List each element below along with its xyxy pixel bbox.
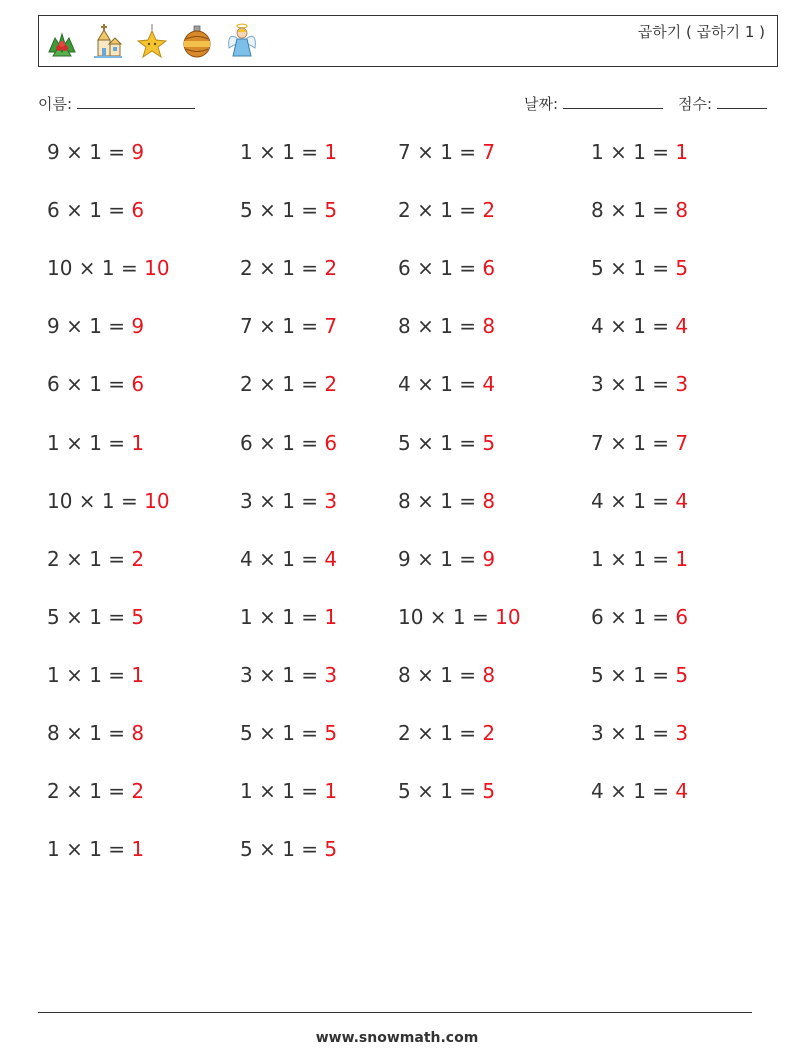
problem-answer: 5 bbox=[324, 837, 338, 862]
problem-question: 2 × 1 = bbox=[47, 546, 132, 571]
name-blank bbox=[77, 94, 195, 109]
problem-question: 6 × 1 = bbox=[398, 256, 483, 281]
problem-answer: 5 bbox=[482, 430, 496, 455]
problem-answer: 3 bbox=[675, 721, 689, 745]
problem-question: 1 × 1 = bbox=[240, 140, 325, 164]
problem-item bbox=[47, 489, 170, 513]
problem-answer: 4 bbox=[675, 488, 689, 513]
problem-answer: 2 bbox=[482, 198, 496, 223]
problem-question: 7 × 1 = bbox=[240, 314, 325, 339]
problem-item bbox=[398, 140, 495, 164]
problem-question: 4 × 1 = bbox=[398, 372, 483, 397]
problem-item bbox=[47, 605, 144, 629]
problem-question: 8 × 1 = bbox=[398, 662, 483, 687]
problem-item bbox=[240, 489, 337, 513]
date-label: 날짜: bbox=[524, 95, 559, 113]
footer-url: www.snowmath.com bbox=[315, 1030, 479, 1046]
problem-question: 6 × 1 = bbox=[591, 604, 676, 629]
problem-question: 1 × 1 = bbox=[47, 837, 132, 862]
star-icon bbox=[135, 22, 169, 60]
problem-answer: 1 bbox=[324, 604, 338, 629]
problem-question: 9 × 1 = bbox=[47, 314, 132, 339]
score-blank bbox=[717, 94, 767, 109]
problem-item bbox=[591, 140, 688, 164]
icon-row bbox=[45, 22, 259, 60]
problem-answer: 2 bbox=[131, 546, 145, 571]
problem-item bbox=[47, 198, 144, 222]
problem-item bbox=[398, 779, 495, 803]
problem-item bbox=[591, 721, 688, 745]
problem-question: 4 × 1 = bbox=[591, 314, 676, 339]
problem-question: 8 × 1 = bbox=[47, 721, 132, 745]
problem-question: 2 × 1 = bbox=[398, 721, 483, 745]
problem-answer: 1 bbox=[324, 779, 338, 804]
problem-answer: 3 bbox=[324, 662, 338, 687]
problem-question: 1 × 1 = bbox=[47, 430, 132, 455]
problem-answer: 3 bbox=[324, 488, 338, 513]
problem-question: 3 × 1 = bbox=[591, 372, 676, 397]
problem-item bbox=[591, 547, 688, 571]
problem-answer: 1 bbox=[675, 546, 689, 571]
problem-question: 1 × 1 = bbox=[591, 140, 676, 164]
problem-item bbox=[591, 605, 688, 629]
problem-question: 7 × 1 = bbox=[591, 430, 676, 455]
problem-item bbox=[591, 779, 688, 803]
problem-question: 2 × 1 = bbox=[240, 372, 325, 397]
problem-item bbox=[398, 547, 495, 571]
problem-answer: 6 bbox=[324, 430, 338, 455]
problem-answer: 4 bbox=[482, 372, 496, 397]
problem-item bbox=[591, 314, 688, 338]
name-field bbox=[38, 93, 195, 114]
problem-answer: 5 bbox=[482, 779, 496, 804]
angel-icon bbox=[225, 22, 259, 60]
problem-item bbox=[591, 198, 688, 222]
score-label: 점수: bbox=[678, 95, 713, 113]
problem-answer: 3 bbox=[675, 372, 689, 397]
problem-answer: 7 bbox=[482, 140, 496, 164]
problem-answer: 2 bbox=[482, 721, 496, 745]
problem-answer: 9 bbox=[482, 546, 496, 571]
problem-question: 9 × 1 = bbox=[47, 140, 132, 164]
problem-answer: 1 bbox=[324, 140, 338, 164]
problem-question: 5 × 1 = bbox=[240, 721, 325, 745]
problem-item bbox=[398, 314, 495, 338]
worksheet-title: 곱하기 ( 곱하기 1 ) bbox=[637, 23, 765, 41]
problem-question: 10 × 1 = bbox=[47, 488, 145, 513]
problem-question: 10 × 1 = bbox=[398, 604, 496, 629]
problem-item bbox=[47, 314, 144, 338]
problem-answer: 8 bbox=[675, 198, 689, 223]
date-field bbox=[524, 93, 663, 114]
problem-answer: 5 bbox=[324, 721, 338, 745]
problem-item bbox=[398, 489, 495, 513]
problem-item bbox=[240, 372, 337, 396]
problem-question: 1 × 1 = bbox=[591, 546, 676, 571]
problem-item bbox=[398, 721, 495, 745]
problem-answer: 5 bbox=[675, 662, 689, 687]
problem-item bbox=[398, 431, 495, 455]
problem-answer: 9 bbox=[131, 314, 145, 339]
problem-item bbox=[47, 256, 170, 280]
problem-question: 5 × 1 = bbox=[398, 430, 483, 455]
problem-item bbox=[47, 140, 144, 164]
problem-item bbox=[240, 314, 337, 338]
header-box bbox=[38, 15, 778, 67]
problem-question: 8 × 1 = bbox=[398, 314, 483, 339]
problem-question: 5 × 1 = bbox=[591, 662, 676, 687]
problem-question: 9 × 1 = bbox=[398, 546, 483, 571]
problem-answer: 5 bbox=[324, 198, 338, 223]
problem-item bbox=[398, 663, 495, 687]
problem-item bbox=[47, 431, 144, 455]
problem-question: 5 × 1 = bbox=[240, 198, 325, 223]
problem-question: 4 × 1 = bbox=[240, 546, 325, 571]
problem-question: 2 × 1 = bbox=[240, 256, 325, 281]
problem-answer: 4 bbox=[675, 779, 689, 804]
problem-question: 2 × 1 = bbox=[398, 198, 483, 223]
problem-item bbox=[240, 547, 337, 571]
problem-answer: 8 bbox=[131, 721, 145, 745]
problem-answer: 8 bbox=[482, 662, 496, 687]
ornament-icon bbox=[180, 22, 214, 60]
problem-question: 1 × 1 = bbox=[47, 662, 132, 687]
problem-answer: 10 bbox=[495, 604, 521, 629]
problem-answer: 6 bbox=[131, 198, 145, 223]
problem-answer: 6 bbox=[482, 256, 496, 281]
problem-item bbox=[398, 372, 495, 396]
church-icon bbox=[90, 22, 124, 60]
problem-item bbox=[398, 256, 495, 280]
problem-question: 8 × 1 = bbox=[398, 488, 483, 513]
problem-item bbox=[240, 721, 337, 745]
problem-question: 3 × 1 = bbox=[240, 488, 325, 513]
problem-item bbox=[591, 256, 688, 280]
problem-item bbox=[240, 198, 337, 222]
problem-question: 10 × 1 = bbox=[47, 256, 145, 281]
problem-question: 5 × 1 = bbox=[240, 837, 325, 862]
problem-answer: 8 bbox=[482, 314, 496, 339]
problem-item bbox=[591, 489, 688, 513]
problem-answer: 1 bbox=[131, 430, 145, 455]
problem-item bbox=[240, 140, 337, 164]
problem-question: 7 × 1 = bbox=[398, 140, 483, 164]
problem-answer: 2 bbox=[324, 372, 338, 397]
problem-answer: 1 bbox=[675, 140, 689, 164]
problem-answer: 7 bbox=[324, 314, 338, 339]
problem-item bbox=[240, 431, 337, 455]
name-label: 이름: bbox=[38, 95, 73, 113]
problem-answer: 5 bbox=[675, 256, 689, 281]
problem-item bbox=[47, 837, 144, 861]
problem-answer: 5 bbox=[131, 604, 145, 629]
problem-item bbox=[591, 663, 688, 687]
problem-question: 8 × 1 = bbox=[591, 198, 676, 223]
problem-question: 1 × 1 = bbox=[240, 779, 325, 804]
problem-answer: 10 bbox=[144, 256, 170, 281]
date-blank bbox=[563, 94, 663, 109]
problem-question: 3 × 1 = bbox=[240, 662, 325, 687]
problem-item bbox=[47, 721, 144, 745]
problem-question: 6 × 1 = bbox=[240, 430, 325, 455]
problem-item bbox=[398, 198, 495, 222]
problem-item bbox=[591, 372, 688, 396]
problem-question: 6 × 1 = bbox=[47, 372, 132, 397]
problem-answer: 2 bbox=[131, 779, 145, 804]
problem-item bbox=[240, 779, 337, 803]
problem-question: 3 × 1 = bbox=[591, 721, 676, 745]
problem-question: 5 × 1 = bbox=[398, 779, 483, 804]
score-field bbox=[678, 93, 767, 114]
problem-answer: 6 bbox=[675, 604, 689, 629]
problem-item bbox=[47, 372, 144, 396]
problem-item bbox=[591, 431, 688, 455]
problem-answer: 2 bbox=[324, 256, 338, 281]
problem-answer: 8 bbox=[482, 488, 496, 513]
problem-answer: 10 bbox=[144, 488, 170, 513]
problem-item bbox=[240, 837, 337, 861]
problem-question: 5 × 1 = bbox=[591, 256, 676, 281]
problem-item bbox=[47, 779, 144, 803]
problem-answer: 1 bbox=[131, 837, 145, 862]
holly-icon bbox=[45, 22, 79, 60]
problem-question: 2 × 1 = bbox=[47, 779, 132, 804]
problem-question: 5 × 1 = bbox=[47, 604, 132, 629]
problem-question: 1 × 1 = bbox=[240, 604, 325, 629]
problem-question: 4 × 1 = bbox=[591, 488, 676, 513]
problem-answer: 9 bbox=[131, 140, 145, 164]
problem-question: 6 × 1 = bbox=[47, 198, 132, 223]
problem-answer: 4 bbox=[675, 314, 689, 339]
problem-item bbox=[47, 547, 144, 571]
problem-item bbox=[240, 256, 337, 280]
problem-answer: 4 bbox=[324, 546, 338, 571]
problem-item bbox=[240, 663, 337, 687]
footer-divider bbox=[38, 1012, 752, 1013]
problem-answer: 1 bbox=[131, 662, 145, 687]
problem-item bbox=[240, 605, 337, 629]
problem-item bbox=[398, 605, 521, 629]
problem-answer: 7 bbox=[675, 430, 689, 455]
problem-answer: 6 bbox=[131, 372, 145, 397]
problem-item bbox=[47, 663, 144, 687]
problem-question: 4 × 1 = bbox=[591, 779, 676, 804]
